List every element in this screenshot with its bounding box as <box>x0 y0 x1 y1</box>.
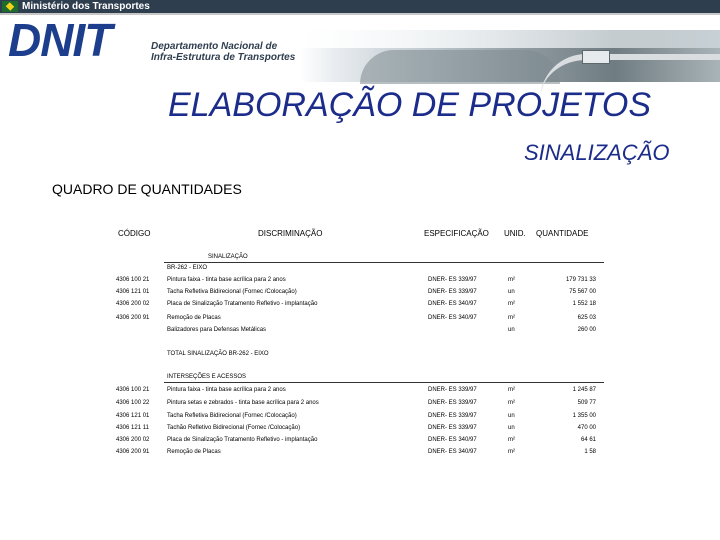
row-quantity: 509 77 <box>577 400 596 406</box>
department-line-2: Infra-Estrutura de Transportes <box>151 52 296 63</box>
row-spec: DNER- ES 339/97 <box>428 277 477 283</box>
row-quantity: 260 00 <box>577 327 596 333</box>
column-header-description: DISCRIMINAÇÃO <box>258 229 323 238</box>
row-code: 4306 200 91 <box>116 315 150 321</box>
table-row <box>112 410 602 422</box>
highway-photo <box>300 30 720 82</box>
ministry-bar <box>0 0 720 13</box>
row-description: Pintura setas e zebrados - tinta base acrílica para 2 anos <box>167 400 319 406</box>
row-unit: un <box>508 425 515 431</box>
row-code: 4306 100 22 <box>116 400 150 406</box>
row-quantity: 625 03 <box>577 315 596 321</box>
row-code: 4306 100 21 <box>116 387 150 393</box>
table-row <box>112 422 602 434</box>
table-row <box>112 384 602 396</box>
section-title: SINALIZAÇÃO <box>208 254 248 260</box>
row-description: Balizadores para Defensas Metálicas <box>167 327 267 333</box>
row-unit: m² <box>508 277 515 283</box>
row-description: Placa de Sinalização Tratamento Refletivo - implantação <box>167 301 318 307</box>
row-unit: m² <box>508 437 515 443</box>
row-quantity: 1 355 00 <box>572 413 596 419</box>
table-row <box>112 286 602 298</box>
photo-sky <box>300 30 720 48</box>
row-unit: m² <box>508 315 515 321</box>
group-rule <box>164 382 604 383</box>
table-row <box>112 312 602 324</box>
row-description: Pintura faixa - tinta base acrílica para 2 anos <box>167 387 286 393</box>
row-code: 4306 121 01 <box>116 289 150 295</box>
table-row <box>112 324 602 336</box>
row-code: 4306 200 91 <box>116 449 150 455</box>
row-description: Pintura faixa - tinta base acrílica para 2 anos <box>167 277 286 283</box>
row-spec: DNER- ES 340/97 <box>428 449 477 455</box>
row-quantity: 75 567 00 <box>569 289 596 295</box>
group-total-label: TOTAL SINALIZAÇÃO BR-262 - EIXO <box>167 351 269 357</box>
dnit-logo: DNIT <box>8 14 112 66</box>
row-code: 4306 200 02 <box>116 437 150 443</box>
table-row <box>112 274 602 286</box>
row-spec: DNER- ES 339/97 <box>428 400 477 406</box>
row-description: Remoção de Placas <box>167 315 221 321</box>
department-line-1: Departamento Nacional de <box>151 41 278 52</box>
row-unit: un <box>508 327 515 333</box>
table-title: QUADRO DE QUANTIDADES <box>52 181 242 197</box>
brazil-coat-of-arms-icon <box>2 1 18 12</box>
column-header-code: CÓDIGO <box>118 229 151 238</box>
row-unit: un <box>508 289 515 295</box>
column-header-unit: UNID. <box>504 229 526 238</box>
ministry-name: Ministério dos Transportes <box>22 1 150 12</box>
row-code: 4306 200 02 <box>116 301 150 307</box>
row-quantity: 179 731 33 <box>565 277 596 283</box>
row-unit: m² <box>508 301 515 307</box>
row-quantity: 64 61 <box>580 437 596 443</box>
row-description: Tacha Refletiva Bidirecional (Fornec /Colocação) <box>167 413 297 419</box>
truck-icon <box>582 50 610 64</box>
column-header-quantity: QUANTIDADE <box>536 229 589 238</box>
column-header-specification: ESPECIFICAÇÃO <box>424 229 489 238</box>
row-unit: un <box>508 413 515 419</box>
row-spec: DNER- ES 340/97 <box>428 301 477 307</box>
row-quantity: 1 245 87 <box>572 387 596 393</box>
row-unit: m² <box>508 400 515 406</box>
row-spec: DNER- ES 339/97 <box>428 425 477 431</box>
row-description: Placa de Sinalização Tratamento Refletivo - implantação <box>167 437 318 443</box>
quantities-table <box>112 226 602 466</box>
row-spec: DNER- ES 339/97 <box>428 289 477 295</box>
row-quantity: 1 552 18 <box>572 301 596 307</box>
row-unit: m² <box>508 449 515 455</box>
department-name <box>151 41 295 63</box>
group-label: BR-262 - EIXO <box>167 265 208 271</box>
row-code: 4306 121 01 <box>116 413 150 419</box>
table-row <box>112 298 602 310</box>
page-subtitle: SINALIZAÇÃO <box>524 140 670 165</box>
row-description: Tachão Refletivo Bidirecional (Fornec /Colocação) <box>167 425 301 431</box>
row-description: Remoção de Placas <box>167 449 221 455</box>
row-quantity: 470 00 <box>577 425 596 431</box>
photo-hill <box>360 50 560 84</box>
table-row <box>112 434 602 446</box>
table-row <box>112 446 602 458</box>
row-code: 4306 100 21 <box>116 277 150 283</box>
page-title: ELABORAÇÃO DE PROJETOS <box>168 86 652 124</box>
row-spec: DNER- ES 340/97 <box>428 315 477 321</box>
row-description: Tacha Refletiva Bidirecional (Fornec /Colocação) <box>167 289 297 295</box>
group-label-row <box>112 262 602 274</box>
total-row <box>112 348 602 360</box>
group-label: INTERSEÇÕES E ACESSOS <box>167 374 247 380</box>
row-spec: DNER- ES 340/97 <box>428 437 477 443</box>
row-code: 4306 121 11 <box>116 425 149 431</box>
row-quantity: 1 58 <box>584 449 596 455</box>
row-unit: m² <box>508 387 515 393</box>
row-spec: DNER- ES 339/97 <box>428 387 477 393</box>
row-spec: DNER- ES 339/97 <box>428 413 477 419</box>
table-row <box>112 397 602 409</box>
